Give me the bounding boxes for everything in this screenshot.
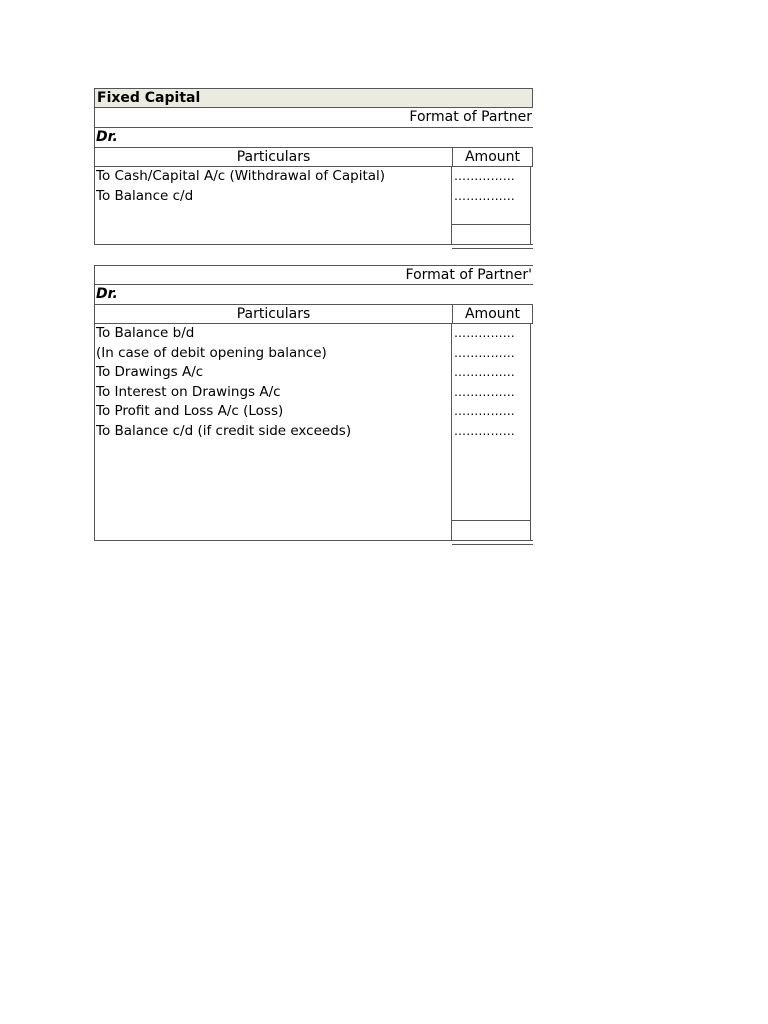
table-row-amount: …………… bbox=[454, 169, 515, 183]
section-title: Fixed Capital bbox=[94, 88, 533, 108]
table-header bbox=[94, 304, 533, 324]
ledger-body bbox=[94, 324, 533, 541]
column-header-particulars: Particulars bbox=[95, 148, 453, 166]
total-cell bbox=[452, 224, 530, 244]
table-row-particular: (In case of debit opening balance) bbox=[96, 344, 327, 361]
table-row-particular: To Balance c/d (if credit side exceeds) bbox=[96, 422, 352, 439]
debit-label: Dr. bbox=[94, 128, 533, 147]
fixed-capital-ledger bbox=[94, 88, 533, 249]
particulars-column bbox=[95, 167, 452, 244]
table-row-particular: To Balance b/d bbox=[96, 325, 195, 341]
column-header-amount: Amount bbox=[453, 305, 533, 323]
ledger-body bbox=[94, 167, 533, 245]
debit-label: Dr. bbox=[94, 285, 533, 304]
column-header-amount: Amount bbox=[453, 148, 533, 166]
table-row-particular: To Drawings A/c bbox=[96, 364, 204, 381]
table-row-amount: …………… bbox=[454, 365, 515, 380]
table-row-particular: To Profit and Loss A/c (Loss) bbox=[96, 403, 284, 420]
table-row-amount: …………… bbox=[454, 188, 515, 203]
table-row-amount: …………… bbox=[454, 423, 515, 438]
table-header bbox=[94, 147, 533, 167]
amount-column bbox=[452, 324, 531, 540]
table-row-amount: …………… bbox=[454, 326, 515, 340]
total-double-underline bbox=[452, 245, 533, 249]
table-row-amount: …………… bbox=[454, 345, 515, 360]
amount-column bbox=[452, 167, 531, 244]
particulars-column bbox=[95, 324, 452, 540]
table-row-particular: To Cash/Capital A/c (Withdrawal of Capital) bbox=[96, 168, 386, 184]
table-row-amount: …………… bbox=[454, 404, 515, 419]
table-row-particular: To Balance c/d bbox=[96, 187, 194, 204]
table-row-amount: …………… bbox=[454, 384, 515, 399]
table-row-particular: To Interest on Drawings A/c bbox=[96, 383, 281, 400]
format-heading: Format of Partner bbox=[94, 108, 533, 128]
fluctuating-capital-ledger bbox=[94, 265, 533, 545]
column-header-particulars: Particulars bbox=[95, 305, 453, 323]
total-double-underline bbox=[452, 541, 533, 545]
format-heading: Format of Partner' bbox=[94, 265, 533, 285]
total-cell bbox=[452, 520, 530, 540]
